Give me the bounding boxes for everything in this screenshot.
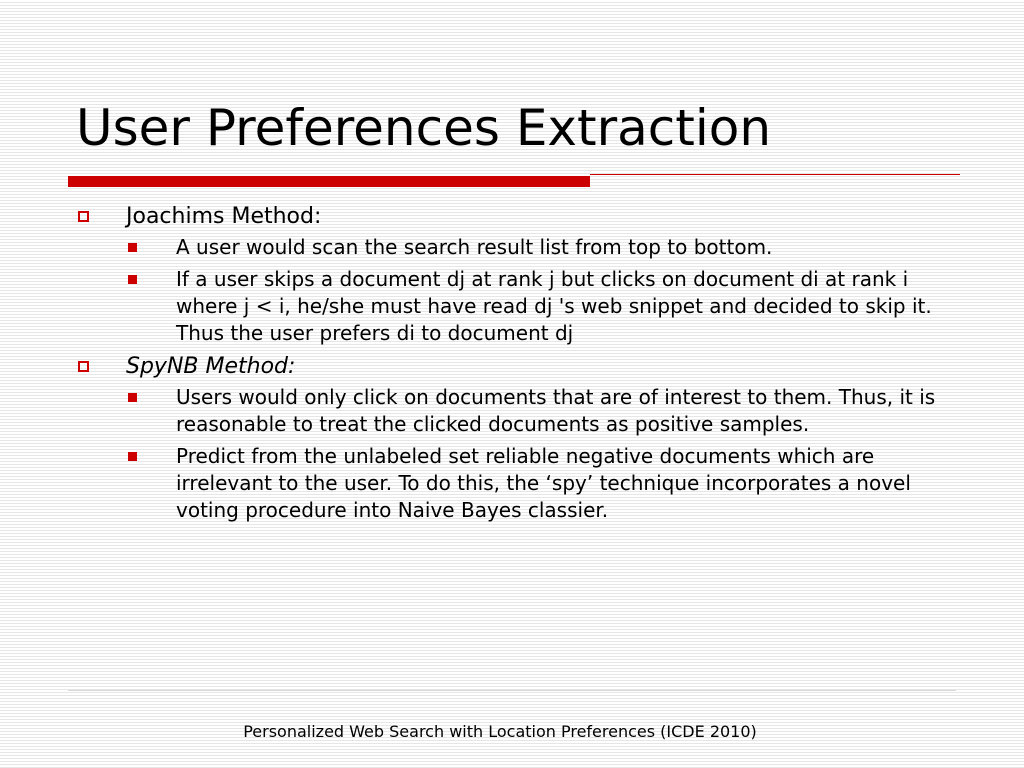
footer-divider bbox=[68, 690, 956, 691]
list-item bbox=[76, 234, 956, 261]
hollow-square-bullet-icon bbox=[78, 211, 89, 222]
title-underline-thick bbox=[68, 176, 590, 187]
list-item-text: If a user skips a document dj at rank j but clicks on document di at rank i where j < i, he/she must have read dj 's web snippet and decided to skip it. Thus the user prefers di to document dj bbox=[176, 267, 932, 345]
list-item-text: Predict from the unlabeled set reliable negative documents which are irrelevant to the user. To do this, the ‘spy’ technique incorporates a novel voting procedure into Naive Bayes classier. bbox=[176, 444, 911, 522]
slide-footer: Personalized Web Search with Location Preferences (ICDE 2010) bbox=[243, 722, 757, 741]
section-heading: SpyNB Method: bbox=[126, 354, 296, 379]
hollow-square-bullet-icon bbox=[78, 361, 89, 372]
title-underline-thin bbox=[590, 174, 960, 175]
section-heading: Joachims Method: bbox=[126, 204, 322, 229]
list-item-text: Users would only click on documents that are of interest to them. Thus, it is reasonable to treat the clicked documents as positive samples. bbox=[176, 385, 936, 436]
filled-square-bullet-icon bbox=[128, 452, 137, 461]
filled-square-bullet-icon bbox=[128, 275, 137, 284]
slide-title: User Preferences Extraction bbox=[76, 99, 772, 157]
list-item bbox=[76, 443, 956, 524]
filled-square-bullet-icon bbox=[128, 393, 137, 402]
joachims-bullet-list bbox=[76, 234, 956, 347]
section-spynb-method bbox=[76, 352, 956, 382]
list-item-text: A user would scan the search result list from top to bottom. bbox=[176, 235, 773, 259]
list-item bbox=[76, 266, 956, 347]
slide-content bbox=[76, 202, 956, 529]
spynb-bullet-list bbox=[76, 384, 956, 524]
filled-square-bullet-icon bbox=[128, 243, 137, 252]
list-item bbox=[76, 384, 956, 438]
section-joachims-method bbox=[76, 202, 956, 232]
